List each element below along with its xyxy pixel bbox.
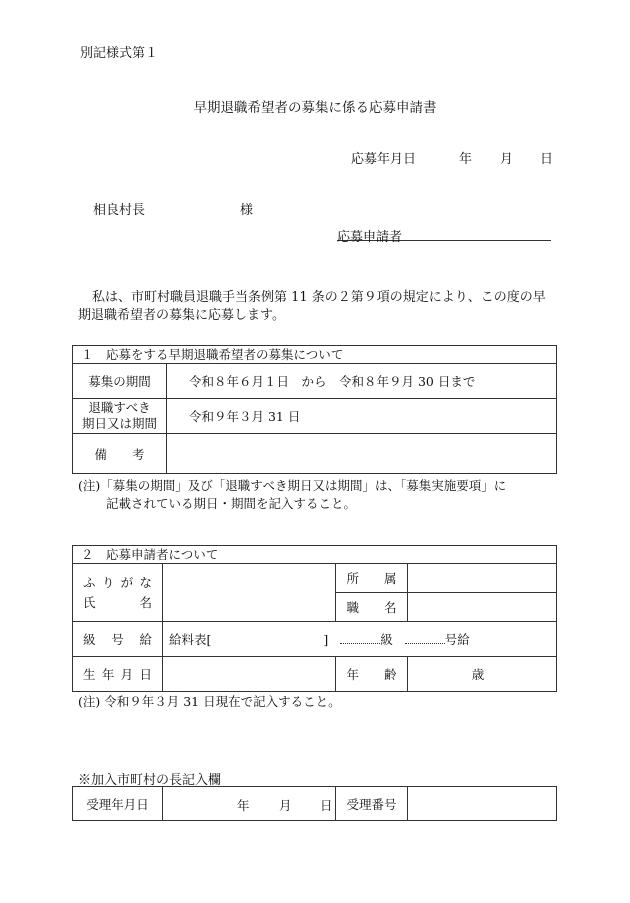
birth-label-cell: [73, 657, 163, 692]
applicant-row-1: [73, 564, 557, 593]
received-number-label: 受理番号: [336, 787, 408, 821]
applicant-line: [337, 226, 551, 245]
name-label-cell: [73, 564, 163, 622]
remarks-row: [73, 434, 557, 474]
section1-note-line-2: 記載されている期日・期間を記入すること。: [106, 496, 357, 511]
date-year-unit: 年: [459, 152, 473, 167]
salary-table-close: ]: [323, 632, 329, 647]
recruitment-period-row: [73, 364, 557, 399]
salary-grade-row: [73, 622, 557, 657]
received-day-unit: 日: [320, 798, 333, 813]
received-number-input[interactable]: [408, 787, 557, 821]
applicant-table: [72, 563, 557, 692]
grade-label: 級号給: [83, 632, 152, 647]
date-month-unit: 月: [500, 152, 514, 167]
recruitment-table: [72, 363, 557, 474]
reception-row: [73, 787, 557, 821]
addressee-name: 相良村長: [93, 203, 146, 218]
position-input[interactable]: [408, 593, 557, 622]
birth-input[interactable]: [163, 657, 336, 692]
section1-note-line-1: (注)「募集の期間」及び「退職すべき期日又は期間」は、「募集実施要項」に: [78, 478, 507, 493]
addressee-honorific: 様: [240, 203, 254, 218]
form-number: 別記様式第１: [80, 46, 159, 61]
body-text-line-2: 期退職希望者の募集に応募します。: [78, 308, 285, 323]
section2-note: (注) 令和９年３月 31 日現在で記入すること。: [78, 694, 341, 709]
remarks-value[interactable]: [167, 434, 557, 474]
date-day-unit: 日: [540, 152, 554, 167]
affiliation-label: 所 属: [336, 564, 408, 593]
recruitment-period-value[interactable]: 令和８年６月１日 から 令和８年９月 30 日まで: [167, 364, 557, 399]
salary-grade-input[interactable]: [163, 622, 557, 657]
remarks-label: 備 考: [73, 434, 167, 474]
step-blank[interactable]: [405, 631, 445, 644]
affiliation-input[interactable]: [408, 564, 557, 593]
retirement-date-row: [73, 399, 557, 434]
position-label: 職 名: [336, 593, 408, 622]
name-label: 氏 名: [83, 594, 152, 610]
section1-title: １ 応募をする早期退職希望者の募集について: [72, 345, 557, 363]
application-date-label: 応募年月日: [351, 152, 417, 167]
recruitment-period-label: 募集の期間: [73, 364, 167, 399]
retirement-date-label-line1: 退職すべき: [88, 400, 151, 415]
birth-age-row: [73, 657, 557, 692]
salary-table-label: 給料表[: [169, 632, 212, 647]
birth-label: 生年月日: [83, 667, 152, 682]
name-input-cell[interactable]: [163, 564, 336, 622]
age-input-cell[interactable]: [408, 657, 557, 692]
grade-unit: 級: [380, 632, 393, 647]
received-year-unit: 年: [237, 798, 250, 813]
grade-blank[interactable]: [340, 631, 380, 644]
furigana-label: ふりがな: [83, 574, 152, 590]
step-unit: 号給: [444, 632, 470, 647]
received-month-unit: 月: [279, 798, 292, 813]
age-unit: 歳: [471, 667, 485, 682]
retirement-date-value[interactable]: 令和９年３月 31 日: [167, 399, 557, 434]
applicant-label: 応募申請者: [337, 230, 403, 245]
reception-table: [72, 786, 557, 821]
received-date-input[interactable]: [163, 787, 336, 821]
retirement-date-label-line2: 期日又は期間: [81, 416, 157, 431]
grade-label-cell: [73, 622, 163, 657]
section2-title: ２ 応募申請者について: [72, 545, 557, 563]
age-label: 年 齢: [336, 657, 408, 692]
section3-title: ※加入市町村の長記入欄: [78, 773, 222, 788]
received-date-label: 受理年月日: [73, 787, 163, 821]
document-title: 早期退職希望者の募集に係る応募申請書: [193, 100, 437, 116]
retirement-date-label: [73, 399, 167, 434]
body-text-line-1: 私は、市町村職員退職手当条例第 11 条の２第９項の規定により、この度の早: [92, 290, 546, 305]
